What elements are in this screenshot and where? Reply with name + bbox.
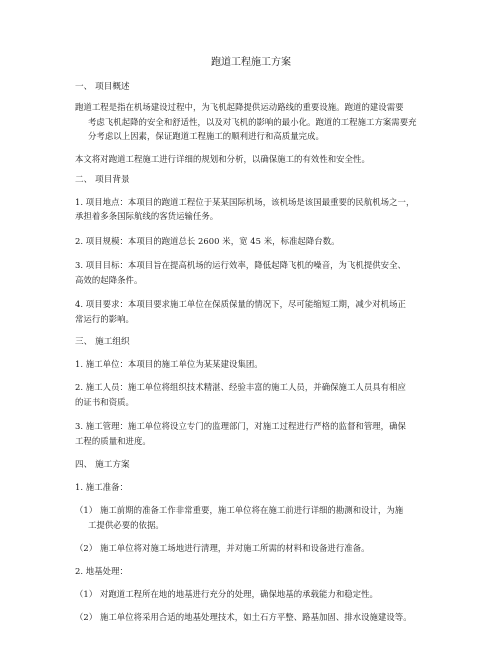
paragraph-line: 考虑飞机起降的安全和舒适性，以及对飞机的影响的最小化。跑道的工程施工方案需要充 xyxy=(88,117,417,127)
list-item-line: 1. 项目地点：本项目的跑道工程位于某某国际机场，该机场是该国最重要的民航机场之一， xyxy=(75,197,415,207)
list-item-line: 工程的质量和进度。 xyxy=(75,436,151,446)
section-heading-background: 二、 项目背景 xyxy=(75,175,130,185)
list-item-line: 3. 项目目标：本项目旨在提高机场的运行效率，降低起降飞机的噪音，为飞机提供安全、 xyxy=(75,260,406,270)
list-item-line: （1） 对跑道工程所在地的地基进行充分的处理，确保地基的承载能力和稳定性。 xyxy=(75,589,378,599)
list-item-line: 工提供必要的依据。 xyxy=(88,520,164,530)
list-item-line: 承担着多条国际航线的客货运输任务。 xyxy=(75,211,219,221)
document-title: 跑道工程施工方案 xyxy=(211,57,291,68)
sub-heading: 2. 地基处理： xyxy=(75,566,128,576)
list-item-line: 高效的起降条件。 xyxy=(75,275,143,285)
list-item-line: （2） 施工单位将对施工场地进行清理，并对施工所需的材料和设备进行准备。 xyxy=(75,543,370,553)
list-item-line: 2. 施工人员：施工单位将组织技术精湛、经验丰富的施工人员，并确保施工人员具有相应 xyxy=(75,382,406,392)
list-item-line: 3. 施工管理：施工单位将设立专门的监理部门，对施工过程进行严格的监督和管理，确保 xyxy=(75,421,406,431)
paragraph-line: 跑道工程是指在机场建设过程中，为飞机起降提供运动路线的重要设施。跑道的建设需要 xyxy=(75,102,404,112)
list-item-line: 的证书和资质。 xyxy=(75,397,134,407)
section-heading-overview: 一、 项目概述 xyxy=(75,82,130,92)
list-item-line: 1. 施工单位：本项目的施工单位为某某建设集团。 xyxy=(75,359,263,369)
paragraph-line: 本文将对跑道工程施工进行详细的规划和分析，以确保施工的有效性和安全性。 xyxy=(75,154,370,164)
paragraph-line: 分考虑以上因素，保证跑道工程施工的顺利进行和高质量完成。 xyxy=(88,131,324,141)
list-item-line: （2） 施工单位将采用合适的地基处理技术，如土石方平整、路基加固、排水设施建设等。 xyxy=(75,612,412,622)
list-item-line: 4. 项目要求：本项目要求施工单位在保质保量的情况下，尽可能缩短工期，减少对机场正 xyxy=(75,299,406,309)
section-heading-plan: 四、 施工方案 xyxy=(75,460,130,470)
sub-heading: 1. 施工准备： xyxy=(75,482,128,492)
list-item-line: （1） 施工前期的准备工作非常重要，施工单位将在施工前进行详细的勘测和设计，为施 xyxy=(75,505,404,515)
list-item-line: 常运行的影响。 xyxy=(75,314,134,324)
list-item-line: 2. 项目规模：本项目的跑道总长 2600 米，宽 45 米，标准起降台数。 xyxy=(75,236,340,246)
section-heading-organization: 三、 施工组织 xyxy=(75,337,130,347)
